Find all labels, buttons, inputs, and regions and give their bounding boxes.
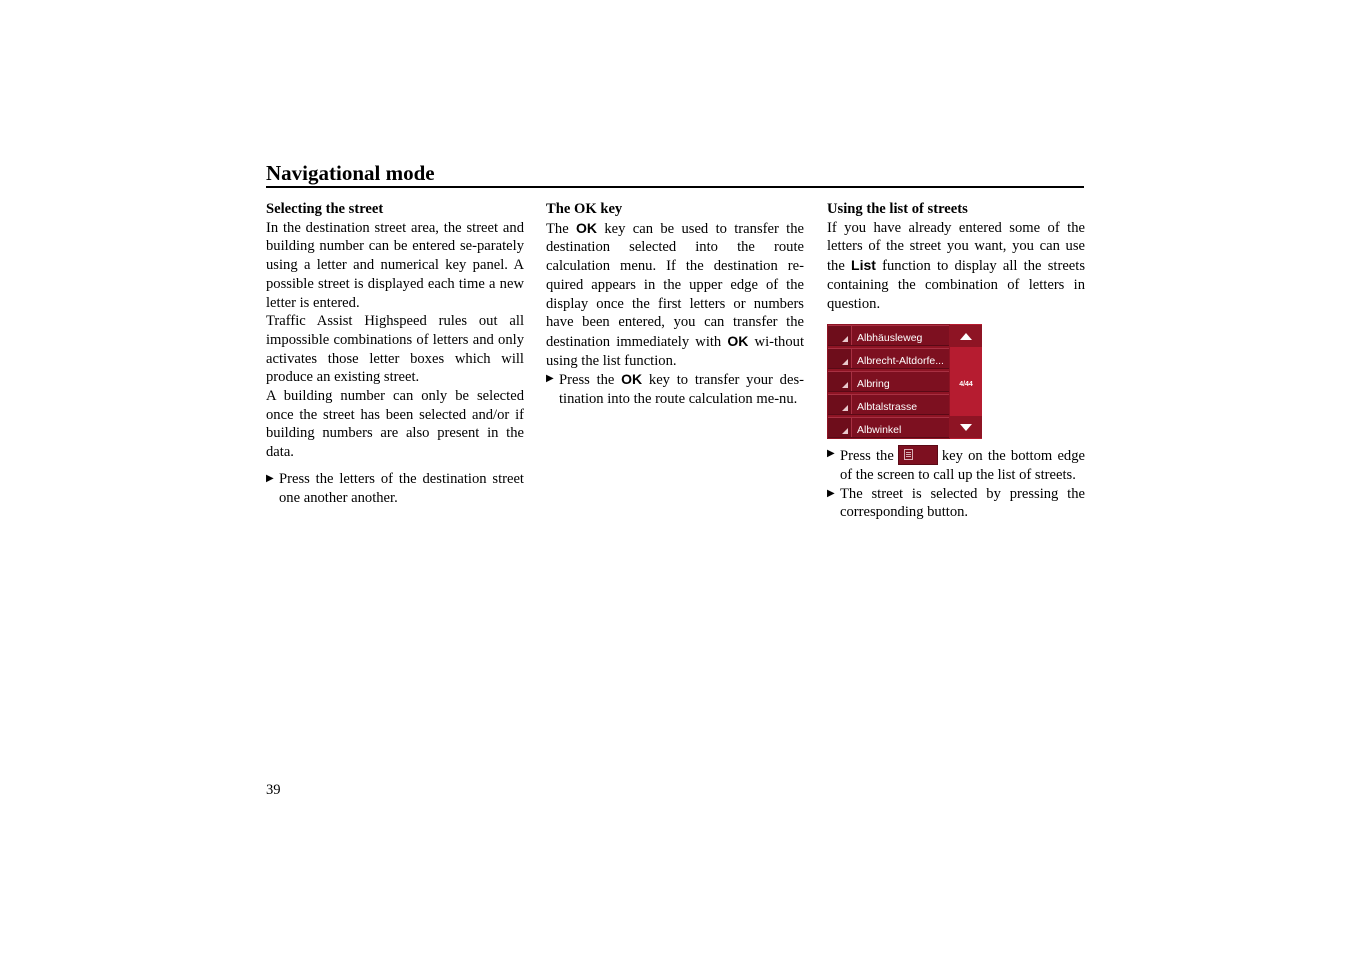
street-list-item[interactable] bbox=[828, 417, 949, 438]
bullet-item: ▶ The street is selected by pressing the corresponding button. bbox=[827, 485, 1085, 521]
paragraph: In the destination street area, the street and building number can be entered se-parately using a letter and numerical key panel. A possible street is displayed each time a new letter is entered. bbox=[266, 219, 524, 311]
bullet-text: Press the letters of the destination street one another another. bbox=[279, 470, 524, 506]
street-list-item[interactable] bbox=[828, 348, 949, 369]
triangle-up-icon bbox=[960, 333, 972, 340]
column-list-of-streets bbox=[827, 200, 1085, 522]
street-name: Albhäusleweg bbox=[857, 332, 923, 345]
section-heading: Using the list of streets bbox=[827, 201, 968, 217]
bullet-item: ▶ Press the key on the bottom edge of the screen to call up the list of streets. bbox=[827, 445, 1085, 484]
page-counter: 4/44 bbox=[959, 381, 973, 389]
scroll-panel bbox=[950, 324, 982, 439]
street-list-item[interactable] bbox=[828, 394, 949, 415]
scroll-up-button[interactable] bbox=[950, 325, 982, 347]
bullet-arrow-icon: ▶ bbox=[827, 448, 835, 460]
paragraph: Traffic Assist Highspeed rules out all impossible combinations of letters and only activates those letter boxes which will produce an existing street. bbox=[266, 313, 524, 386]
list-keyword: List bbox=[851, 257, 876, 274]
column-selecting-street bbox=[266, 200, 524, 507]
paragraph: The OK key can be used to transfer the destination selected into the route calculation menu. If the destination re-quired appears in the upper edge of the display once the first letters or numbers have been entered, you can transfer the destination immediately with OK wi-thout using the list function. bbox=[546, 219, 804, 369]
section-heading: Selecting the street bbox=[266, 201, 384, 217]
paragraph: A building number can only be selected once the street has been selected and/or if building numbers are also present in the data. bbox=[266, 388, 524, 461]
street-list-item[interactable] bbox=[828, 371, 949, 392]
ok-keyword: OK bbox=[621, 371, 643, 388]
bullet-item bbox=[266, 470, 524, 507]
street-name: Albtalstrasse bbox=[857, 401, 918, 414]
section-heading: The OK key bbox=[546, 201, 623, 217]
ok-keyword: OK bbox=[727, 332, 749, 349]
bullet-arrow-icon: ▶ bbox=[827, 487, 835, 499]
paragraph: If you have already entered some of the letters of the street you want, you can use the List function to display all the streets containing the combination of letters in question. bbox=[827, 219, 1086, 312]
page-number: 39 bbox=[266, 782, 281, 798]
bullet-arrow-icon: ▶ bbox=[546, 373, 554, 385]
street-list-item[interactable] bbox=[828, 325, 949, 346]
ok-keyword: OK bbox=[576, 219, 598, 236]
bullet-arrow-icon: ▶ bbox=[266, 472, 274, 484]
list-key-icon bbox=[898, 445, 938, 465]
page-title: Navigational mode bbox=[266, 160, 1084, 188]
street-name: Albrecht-Altdorfe... bbox=[857, 355, 944, 368]
street-name: Albring bbox=[857, 378, 890, 391]
street-list-screenshot bbox=[827, 324, 982, 439]
bullet-item: ▶ Press the OK key to transfer your des-tination into the route calculation me-nu. bbox=[546, 371, 804, 408]
triangle-down-icon bbox=[960, 424, 972, 431]
street-name: Albwinkel bbox=[857, 424, 902, 437]
column-ok-key bbox=[546, 200, 804, 409]
scroll-down-button[interactable] bbox=[950, 416, 982, 438]
